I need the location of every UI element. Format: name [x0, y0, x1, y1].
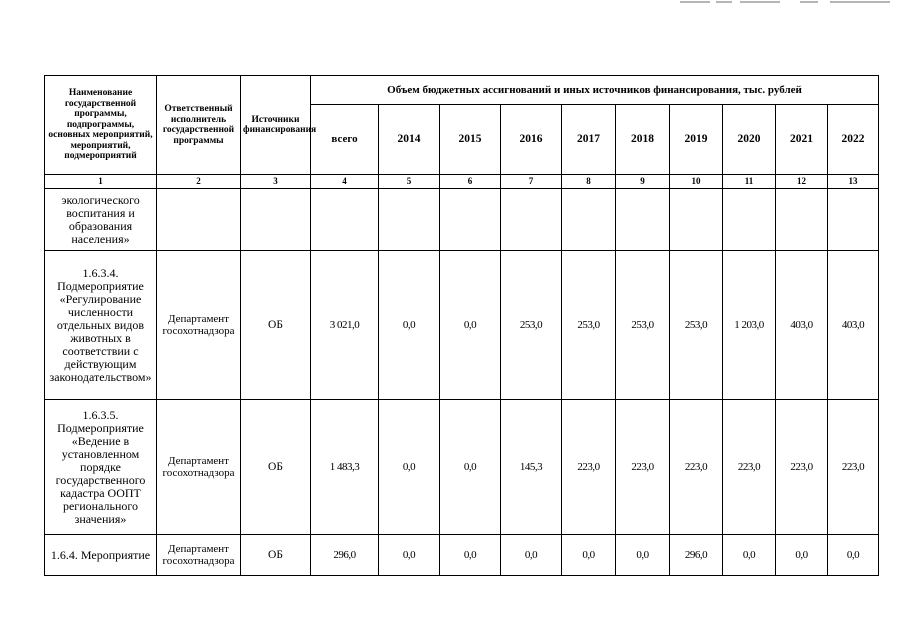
header-year: 2017: [562, 105, 616, 175]
row-source: [241, 189, 311, 251]
row-value: 403,0: [828, 251, 879, 400]
row-name: 1.6.3.5. Подмероприятие «Ведение в установленном порядке государственного кадастра ООПТ регионального значения»: [45, 400, 157, 535]
row-value: 0,0: [616, 535, 670, 576]
column-number: 3: [241, 175, 311, 189]
row-value: 0,0: [379, 400, 440, 535]
row-value: 253,0: [501, 251, 562, 400]
row-name: экологического воспитания и образования населения»: [45, 189, 157, 251]
column-number: 1: [45, 175, 157, 189]
row-value: 0,0: [440, 400, 501, 535]
column-number: 12: [776, 175, 828, 189]
column-number: 5: [379, 175, 440, 189]
row-value: 223,0: [723, 400, 776, 535]
column-number: 6: [440, 175, 501, 189]
row-value: 296,0: [670, 535, 723, 576]
row-value: 253,0: [616, 251, 670, 400]
row-executor: Департамент госохотнадзора: [157, 535, 241, 576]
header-source-column: Источники финансирования: [241, 76, 311, 175]
row-value: [723, 189, 776, 251]
column-number: 11: [723, 175, 776, 189]
row-value: 253,0: [562, 251, 616, 400]
row-value: 223,0: [776, 400, 828, 535]
row-value: 223,0: [562, 400, 616, 535]
row-value: 0,0: [562, 535, 616, 576]
header-year: 2022: [828, 105, 879, 175]
row-value: 0,0: [440, 251, 501, 400]
column-number-row: [45, 175, 879, 189]
row-value: 223,0: [616, 400, 670, 535]
row-name: 1.6.3.4. Подмероприятие «Регулирование численности отдельных видов животных в соответствии с действующим законодательством»: [45, 251, 157, 400]
row-value: 403,0: [776, 251, 828, 400]
table-row: [45, 189, 879, 251]
column-number: 10: [670, 175, 723, 189]
row-value: 0,0: [379, 251, 440, 400]
row-value: [379, 189, 440, 251]
row-value: 145,3: [501, 400, 562, 535]
row-executor: Департамент госохотнадзора: [157, 400, 241, 535]
header-name-column: Наименование государственной программы, подпрограммы, основных мероприятий, мероприятий, подмероприятий: [45, 76, 157, 175]
row-value: 0,0: [379, 535, 440, 576]
column-number: 2: [157, 175, 241, 189]
row-source: ОБ: [241, 251, 311, 400]
row-total: [311, 189, 379, 251]
header-year: 2016: [501, 105, 562, 175]
table-row: [45, 535, 879, 576]
row-value: [562, 189, 616, 251]
header-total: всего: [311, 105, 379, 175]
row-value: [776, 189, 828, 251]
table-row: [45, 400, 879, 535]
row-value: 0,0: [723, 535, 776, 576]
row-total: 1 483,3: [311, 400, 379, 535]
column-number: 8: [562, 175, 616, 189]
header-year: 2018: [616, 105, 670, 175]
row-value: 253,0: [670, 251, 723, 400]
header-executor-column: Ответственный исполнитель государственной программы: [157, 76, 241, 175]
column-number: 9: [616, 175, 670, 189]
row-value: [440, 189, 501, 251]
column-number: 13: [828, 175, 879, 189]
row-value: 0,0: [501, 535, 562, 576]
row-executor: [157, 189, 241, 251]
row-total: 3 021,0: [311, 251, 379, 400]
page-edge-marks: [680, 0, 900, 6]
row-value: 223,0: [670, 400, 723, 535]
row-value: [670, 189, 723, 251]
header-year: 2014: [379, 105, 440, 175]
row-value: [616, 189, 670, 251]
row-value: [828, 189, 879, 251]
row-value: 0,0: [828, 535, 879, 576]
header-year: 2020: [723, 105, 776, 175]
row-value: [501, 189, 562, 251]
row-source: ОБ: [241, 535, 311, 576]
row-name: 1.6.4. Мероприятие: [45, 535, 157, 576]
budget-table: [44, 75, 879, 576]
header-year: 2021: [776, 105, 828, 175]
row-value: 0,0: [440, 535, 501, 576]
row-value: 0,0: [776, 535, 828, 576]
table-header: [45, 76, 879, 175]
column-number: 4: [311, 175, 379, 189]
header-year: 2019: [670, 105, 723, 175]
header-volume-group: Объем бюджетных ассигнований и иных источников финансирования, тыс. рублей: [311, 76, 879, 105]
row-source: ОБ: [241, 400, 311, 535]
row-total: 296,0: [311, 535, 379, 576]
table-row: [45, 251, 879, 400]
row-value: 1 203,0: [723, 251, 776, 400]
header-year: 2015: [440, 105, 501, 175]
row-value: 223,0: [828, 400, 879, 535]
column-number: 7: [501, 175, 562, 189]
row-executor: Департамент госохотнадзора: [157, 251, 241, 400]
